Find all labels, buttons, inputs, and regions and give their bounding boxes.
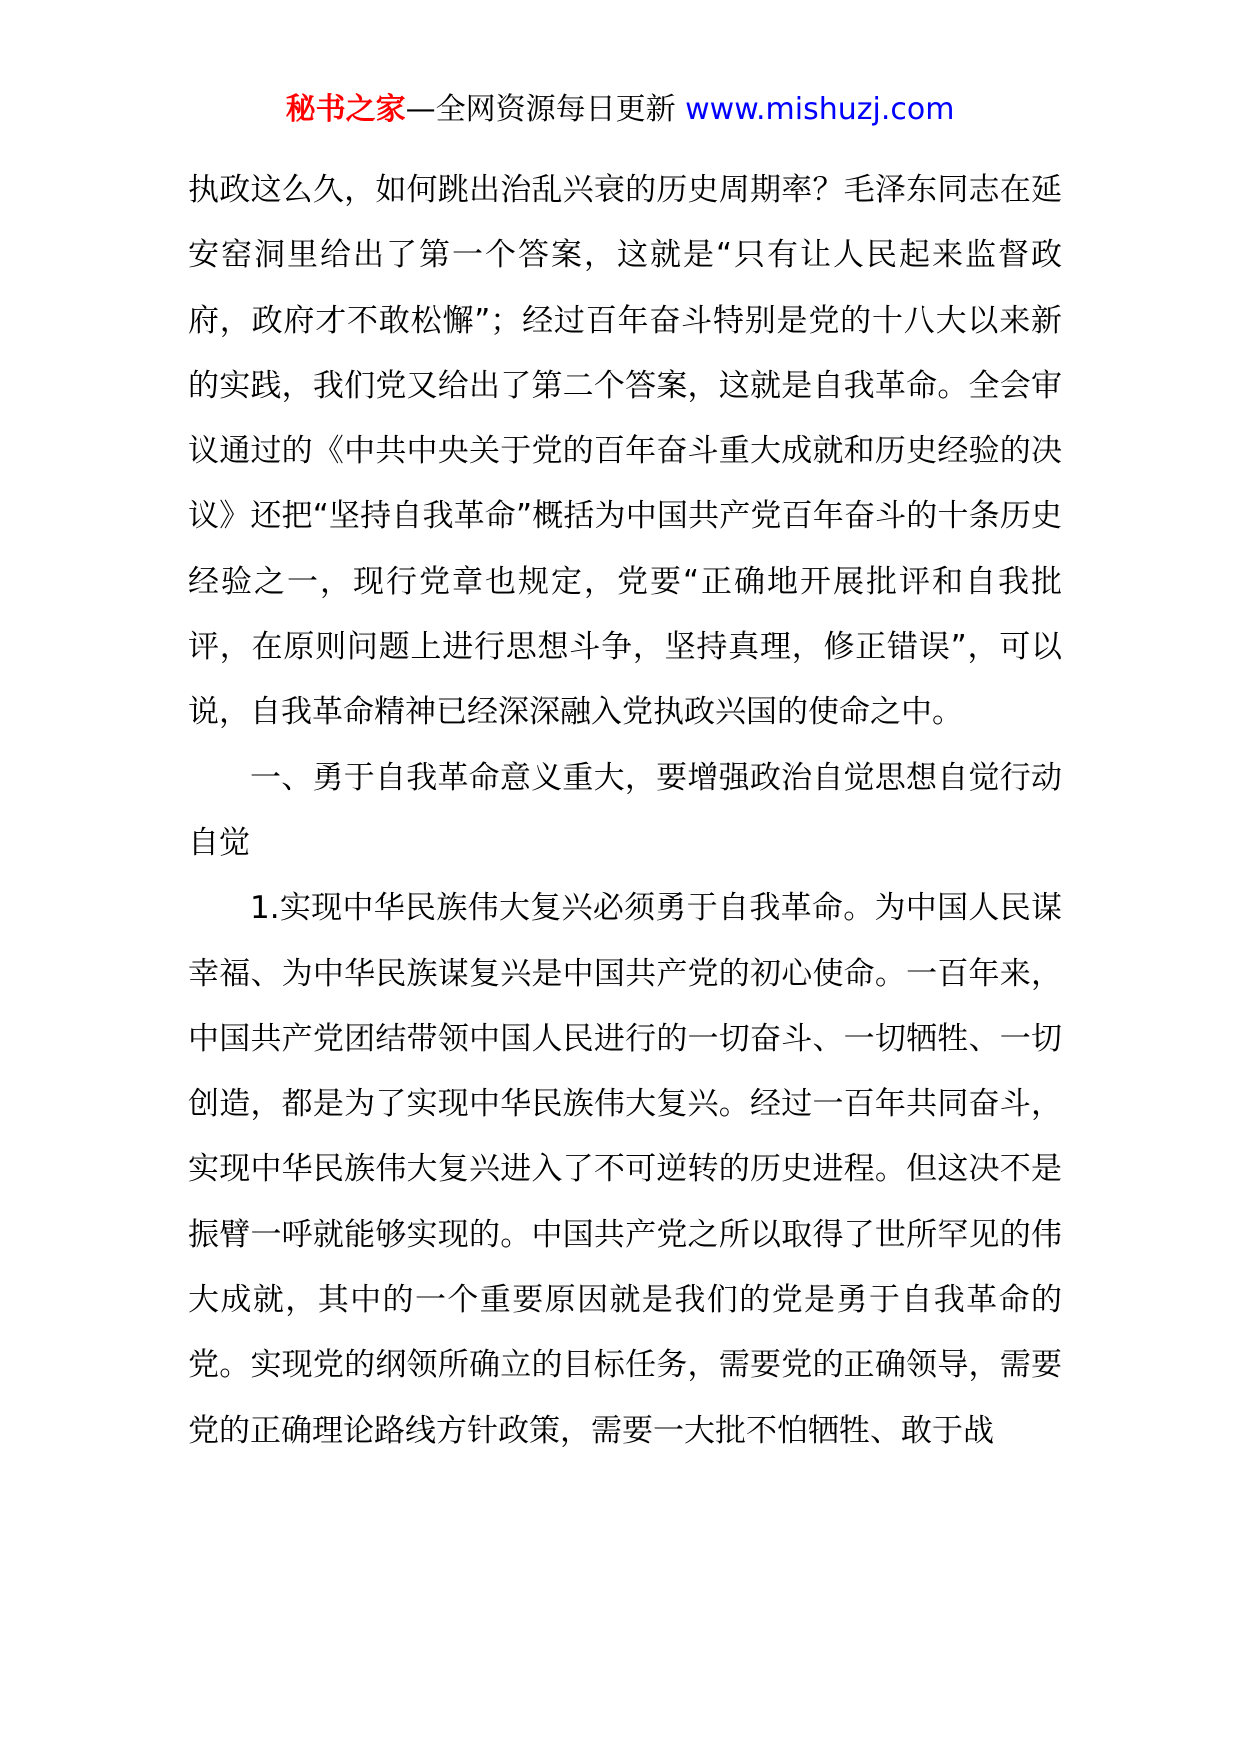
site-brand: 秘书之家 xyxy=(285,92,406,127)
document-body xyxy=(188,158,1062,1464)
page-header xyxy=(0,90,1240,130)
body-paragraph: 1.实现中华民族伟大复兴必须勇于自我革命。为中国人民谋幸福、为中华民族谋复兴是中国共产党的初心使命。一百年来，中国共产党团结带领中国人民进行的一切奋斗、一切牺牲、一切创造，都是为了实现中华民族伟大复兴。经过一百年共同奋斗，实现中华民族伟大复兴进入了不可逆转的历史进程。但这决不是振臂一呼就能够实现的。中国共产党之所以取得了世所罕见的伟大成就，其中的一个重要原因就是我们的党是勇于自我革命的党。实现党的纲领所确立的目标任务，需要党的正确领导，需要党的正确理论路线方针政策，需要一大批不怕牺牲、敢于战 xyxy=(188,890,1062,1449)
body-paragraph: 执政这么久，如何跳出治乱兴衰的历史周期率？毛泽东同志在延安窑洞里给出了第一个答案，这就是“只有让人民起来监督政府，政府才不敢松懈”；经过百年奋斗特别是党的十八大以来新的实践，我们党又给出了第二个答案，这就是自我革命。全会审议通过的《中共中央关于党的百年奋斗重大成就和历史经验的决议》还把“坚持自我革命”概括为中国共产党百年奋斗的十条历史经验之一，现行党章也规定，党要“正确地开展批评和自我批评，在原则问题上进行思想斗争，坚持真理，修正错误”，可以说，自我革命精神已经深深融入党执政兴国的使命之中。 xyxy=(188,172,1062,731)
section-heading: 一、勇于自我革命意义重大，要增强政治自觉思想自觉行动自觉 xyxy=(188,759,1062,861)
site-tagline: —全网资源每日更新 xyxy=(405,92,676,127)
site-url-link[interactable]: www.mishuzj.com xyxy=(685,92,955,127)
